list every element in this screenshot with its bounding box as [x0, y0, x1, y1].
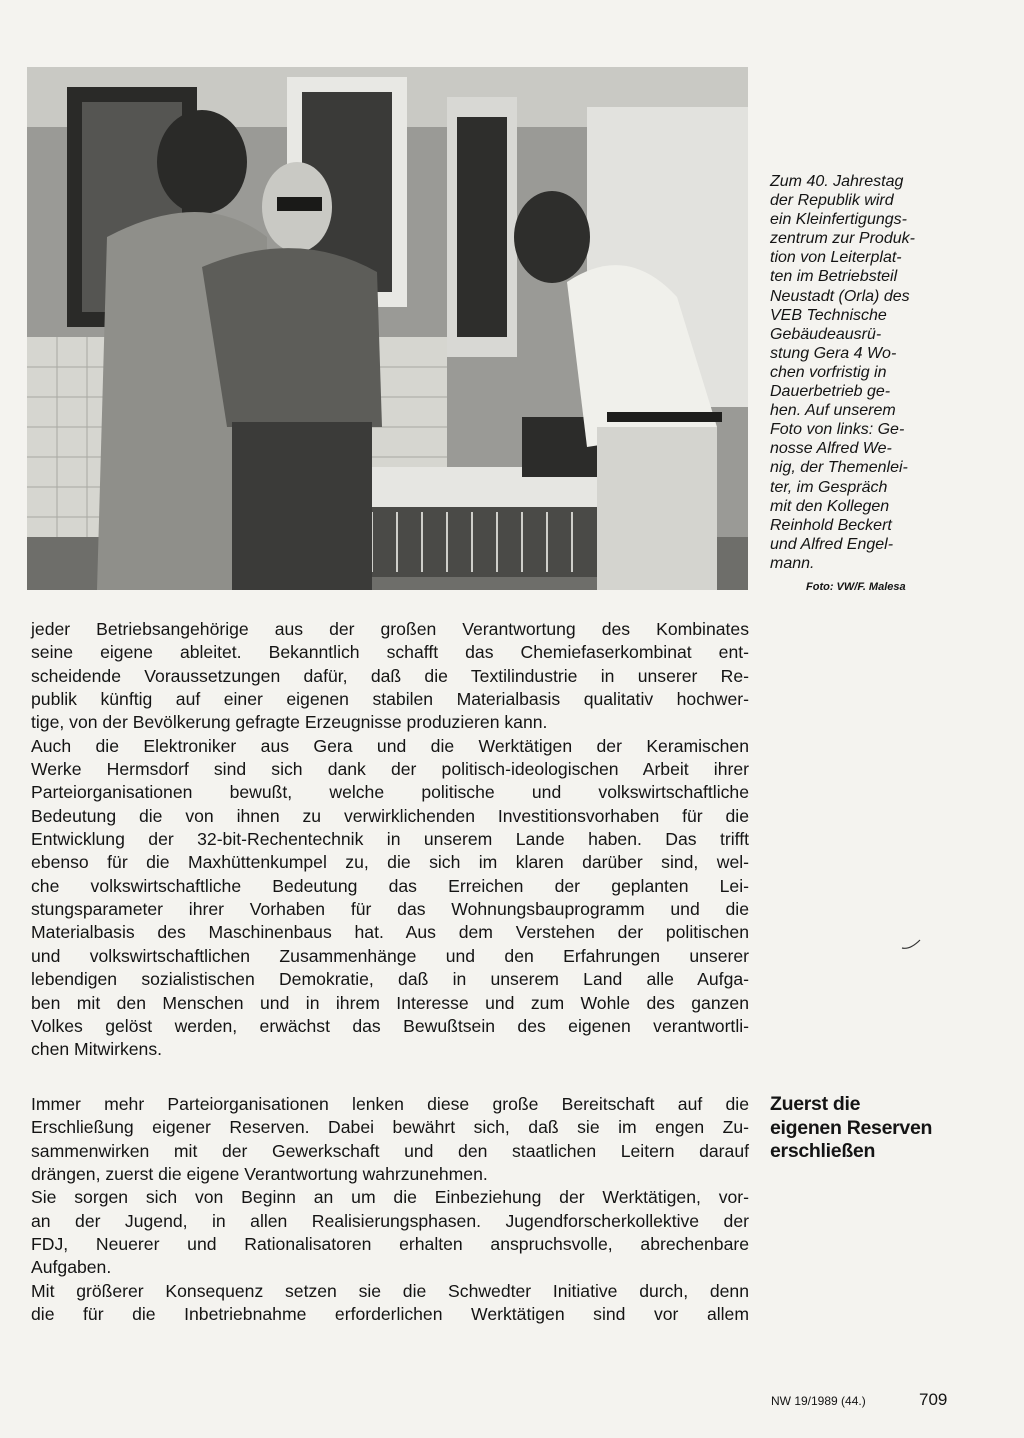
caption-line: stung Gera 4 Wo-	[770, 344, 897, 362]
caption-line: Gebäudeausrü-	[770, 325, 882, 343]
caption-line: Reinhold Beckert	[770, 516, 892, 534]
body-line: seine eigene ableitet. Bekanntlich schafft das Chemiefaserkombinat ent-	[31, 642, 749, 663]
body-line: drängen, zuerst die eigene Verantwortung wahrzunehmen.	[31, 1164, 488, 1185]
caption-line: und Alfred Engel-	[770, 535, 894, 553]
body-line: che volkswirtschaftliche Bedeutung das Erreichen der geplanten Lei-	[31, 875, 749, 896]
body-line: die für die Inbetriebnahme erforderlichen Werktätigen sind vor allem	[31, 1304, 749, 1325]
caption-line: tion von Leiterplat-	[770, 249, 902, 267]
body-text-block-1	[31, 618, 749, 1062]
body-line: Immer mehr Parteiorganisationen lenken diese große Bereitschaft auf die	[31, 1094, 749, 1114]
body-line: stungsparameter ihrer Vorhaben für das Wohnungsbauprogramm und die	[31, 899, 749, 920]
photo-scene	[27, 67, 748, 590]
ink-speck	[900, 938, 924, 952]
body-line: an der Jugend, in allen Realisierungsphasen. Jugendforscherkollektive der	[31, 1210, 749, 1231]
page-number: 709	[919, 1390, 948, 1409]
body-line: Bedeutung die von ihnen zu verwirklichenden Investitionsvorhaben für die	[31, 805, 749, 826]
body-line: Entwicklung der 32-bit-Rechentechnik in unserem Lande haben. Das trifft	[31, 829, 749, 850]
photo-person-left-head	[157, 110, 247, 214]
sidehead-line: eigenen Reserven	[770, 1116, 933, 1139]
photograph	[27, 67, 748, 590]
body-line: lebendigen sozialistischen Demokratie, daß in unserem Land alle Aufga-	[31, 969, 749, 990]
caption-line: zentrum zur Produk-	[770, 230, 915, 248]
issue-number: NW 19/1989 (44.)	[771, 1394, 866, 1408]
caption-line: der Republik wird	[770, 192, 894, 210]
caption-line: Foto von links: Ge-	[770, 421, 905, 439]
body-line: Aufgaben.	[31, 1257, 112, 1278]
photo-person-middle-trousers	[232, 422, 372, 590]
caption-line: mit den Kollegen	[770, 497, 890, 515]
body-line: Werke Hermsdorf sind sich dank der politisch-ideologischen Arbeit ihrer	[31, 759, 749, 780]
caption-line: ten im Betriebsteil	[770, 268, 898, 286]
photo-caption	[770, 172, 966, 573]
body-line: jeder Betriebsangehörige aus der großen Verantwortung des Kombinates	[31, 619, 749, 639]
section-sidehead	[770, 1093, 970, 1164]
caption-line: chen vorfristig in	[770, 363, 887, 381]
body-line: tige, von der Bevölkerung gefragte Erzeugnisse produzieren kann.	[31, 712, 548, 733]
photo-person-right-trousers	[597, 427, 717, 590]
caption-line: nosse Alfred We-	[770, 440, 892, 458]
caption-line: Zum 40. Jahrestag	[770, 173, 904, 190]
sidehead-line: erschließen	[770, 1140, 876, 1162]
body-line: ebenso für die Maxhüttenkumpel zu, die sich im klaren darüber sind, wel-	[31, 852, 749, 873]
photo-person-middle-shirt	[202, 248, 382, 427]
photo-person-right-head	[514, 191, 590, 283]
body-line: Erschließung eigener Reserven. Dabei bewährt sich, daß sie im engen Zu-	[31, 1117, 749, 1138]
body-line: Mit größerer Konsequenz setzen sie die Schwedter Initiative durch, denn	[31, 1280, 749, 1301]
caption-line: hen. Auf unserem	[770, 402, 896, 420]
caption-line: nig, der Themenlei-	[770, 459, 908, 477]
body-line: sammenwirken mit der Gewerkschaft und den staatlichen Leitern darauf	[31, 1140, 749, 1161]
caption-line: VEB Technische	[770, 306, 887, 324]
sidehead-line: Zuerst die	[770, 1093, 861, 1115]
body-text-block-2	[31, 1093, 749, 1326]
body-line: Materialbasis des Maschinenbaus hat. Aus dem Verstehen der politischen	[31, 922, 749, 943]
body-line: und volkswirtschaftlichen Zusammenhänge und den Erfahrungen unserer	[31, 945, 749, 966]
photo-credit: Foto: VW/F. Malesa	[806, 581, 906, 593]
caption-line: mann.	[770, 554, 815, 572]
body-line: chen Mitwirkens.	[31, 1039, 163, 1060]
body-line: FDJ, Neuerer und Rationalisatoren erhalten anspruchsvolle, abrechenbare	[31, 1234, 749, 1255]
body-line: Sie sorgen sich von Beginn an um die Einbeziehung der Werktätigen, vor-	[31, 1187, 749, 1208]
body-line: publik künftig auf einer eigenen stabilen Materialbasis qualitativ hochwer-	[31, 689, 749, 710]
body-line: Auch die Elektroniker aus Gera und die Werktätigen der Keramischen	[31, 735, 749, 756]
caption-line: Dauerbetrieb ge-	[770, 383, 891, 401]
body-line: Parteiorganisationen bewußt, welche politische und volkswirtschaftliche	[31, 782, 749, 803]
body-line: ben mit den Menschen und in ihrem Interesse und zum Wohle des ganzen	[31, 992, 749, 1013]
caption-line: ter, im Gespräch	[770, 478, 888, 496]
caption-line: ein Kleinfertigungs-	[770, 211, 907, 229]
body-line: scheidende Voraussetzungen dafür, daß die Textilindustrie in unserer Re-	[31, 665, 749, 686]
body-line: Volkes gelöst werden, erwächst das Bewußtsein des eigenen verantwortli-	[31, 1015, 749, 1036]
caption-line: Neustadt (Orla) des	[770, 287, 910, 305]
